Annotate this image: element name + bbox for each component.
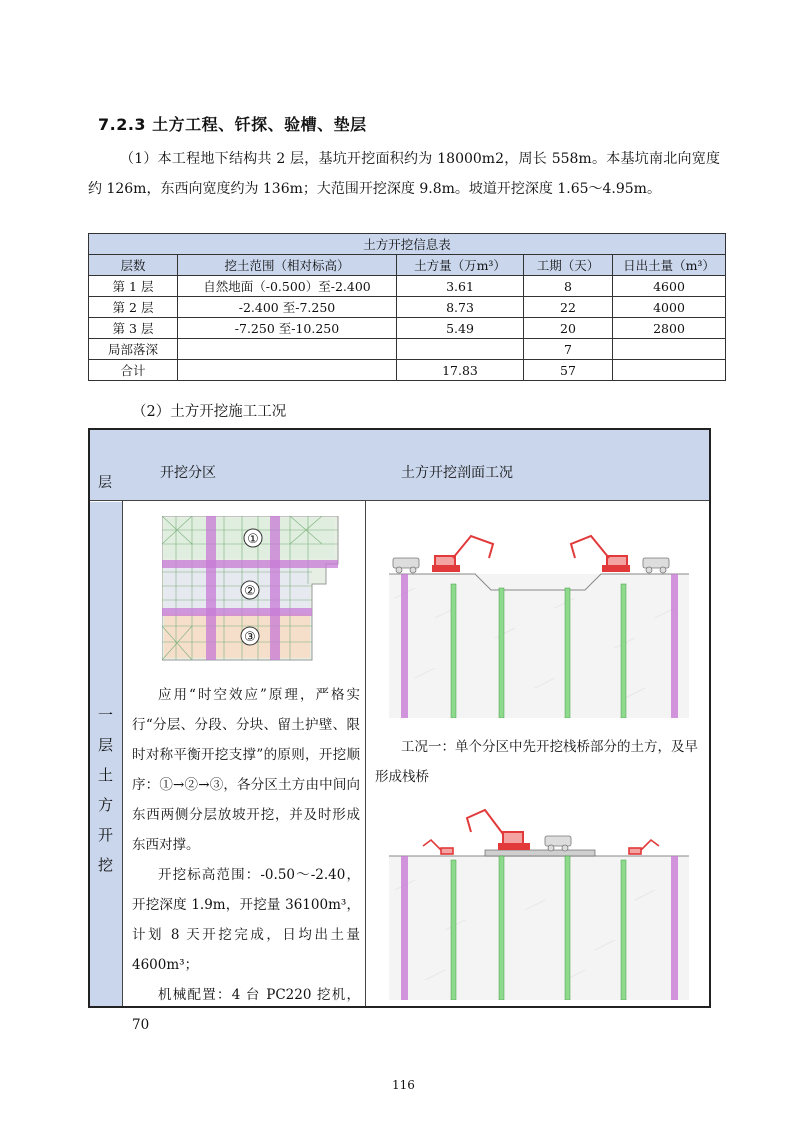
table-cell: 4600 xyxy=(613,276,726,297)
table-row xyxy=(89,360,726,381)
excavator-right xyxy=(571,536,629,571)
condition-table xyxy=(88,428,711,1033)
header-daily: 日出土量（m³） xyxy=(613,255,726,276)
header-volume: 土方量（万m³） xyxy=(397,255,524,276)
layer-column xyxy=(90,430,123,1006)
zone-plan-diagram xyxy=(162,516,344,666)
zone-label-2: ② xyxy=(244,584,256,599)
purple-strut-v1 xyxy=(206,516,216,660)
pile-purple-right xyxy=(671,574,678,718)
layer-label: 一层土方开挖 xyxy=(98,706,114,874)
table-cell xyxy=(613,339,726,360)
table-cell: 第 2 层 xyxy=(89,297,178,318)
purple-strut-v2 xyxy=(270,516,280,660)
section-heading: 7.2.3 土方工程、钎探、验槽、垫层 xyxy=(98,115,367,134)
header-period: 工期（天） xyxy=(524,255,613,276)
zone-paragraph-2: 开挖标高范围：-0.50～-2.40，开挖深度 1.9m，开挖量 36100m³，计划 8 天开挖完成，日均出土量 4600m³； xyxy=(132,867,360,973)
zone-paragraph-3: 机械配置：4 台 PC220 挖机，70 xyxy=(132,987,360,1033)
section-column xyxy=(365,430,709,1006)
table-cell: 第 3 层 xyxy=(89,318,178,339)
zone-description xyxy=(132,680,360,1040)
zone-2-area xyxy=(164,568,310,612)
table-header-row xyxy=(89,255,726,276)
excavator-left xyxy=(433,536,493,571)
table-cell: 合计 xyxy=(89,360,178,381)
table-cell: 8 xyxy=(524,276,613,297)
zone-3-area xyxy=(164,614,310,658)
table-cell: 8.73 xyxy=(397,297,524,318)
table-title-row xyxy=(89,234,726,255)
table-cell: 3.61 xyxy=(397,276,524,297)
subheading-2: （2）土方开挖施工工况 xyxy=(132,404,287,420)
table-cell: 局部落深 xyxy=(89,339,178,360)
table-cell: 57 xyxy=(524,360,613,381)
layer-column-header xyxy=(90,430,122,501)
table-cell: 第 1 层 xyxy=(89,276,178,297)
excavator-small-right xyxy=(629,840,659,854)
excavator-on-bridge xyxy=(467,810,529,849)
table-cell: 20 xyxy=(524,318,613,339)
earthwork-info-table xyxy=(88,233,726,381)
table-cell: 22 xyxy=(524,297,613,318)
table-row xyxy=(89,276,726,297)
header-layer: 层数 xyxy=(89,255,178,276)
dump-truck-left xyxy=(393,558,419,573)
page-number: 116 xyxy=(392,1078,415,1092)
table-cell: 7 xyxy=(524,339,613,360)
table-cell xyxy=(613,360,726,381)
section-column-header xyxy=(365,430,709,501)
purple-strut-h1 xyxy=(162,560,338,568)
table-cell: -7.250 至-10.250 xyxy=(178,318,397,339)
section-caption: 工况一：单个分区中先开挖栈桥部分的土方，及早形成栈桥 xyxy=(375,739,698,785)
table-cell xyxy=(178,339,397,360)
section-diagram-1 xyxy=(375,518,705,718)
section-diagram-2 xyxy=(375,800,705,1000)
table-cell: -2.400 至-7.250 xyxy=(178,297,397,318)
pile-purple-left-2 xyxy=(401,856,408,1000)
zone-column-header xyxy=(122,430,365,501)
soil-body xyxy=(389,574,689,718)
table-cell xyxy=(397,339,524,360)
table-cell: 2800 xyxy=(613,318,726,339)
soil-body-2 xyxy=(389,856,689,1000)
layer-header-text: 层 xyxy=(98,475,112,491)
pile-purple-right-2 xyxy=(671,856,678,1000)
header-range: 挖土范围（相对标高） xyxy=(178,255,397,276)
dump-truck-right xyxy=(643,558,669,573)
intro-paragraph xyxy=(88,144,720,204)
table-row xyxy=(89,339,726,360)
zone-column xyxy=(122,430,366,1033)
dump-truck-bridge xyxy=(545,836,571,851)
table-cell: 17.83 xyxy=(397,360,524,381)
table-cell: 5.49 xyxy=(397,318,524,339)
zone-paragraph-1: 应用“时空效应”原理，严格实行“分层、分段、分块、留土护壁、限时对称平衡开挖支撑”的原则，开挖顺序：①→②→③，各分区土方由中间向东西两侧分层放坡开挖，并及时形成东西对撑。 xyxy=(132,687,360,853)
zone-header-text: 开挖分区 xyxy=(160,465,216,481)
pile-purple-left xyxy=(401,574,408,718)
purple-strut-h2 xyxy=(162,608,312,616)
section-header-text: 土方开挖剖面工况 xyxy=(401,465,513,481)
zone-label-1: ① xyxy=(247,532,259,547)
layer-label-cell xyxy=(90,502,122,1006)
table-row xyxy=(89,318,726,339)
excavator-small-left xyxy=(423,840,453,854)
table-cell: 自然地面（-0.500）至-2.400 xyxy=(178,276,397,297)
table-cell: 4000 xyxy=(613,297,726,318)
trestle-bridge-deck xyxy=(485,850,595,856)
table-cell xyxy=(178,360,397,381)
table-title: 土方开挖信息表 xyxy=(89,234,726,255)
zone-label-3: ③ xyxy=(244,630,256,645)
intro-text: （1）本工程地下结构共 2 层，基坑开挖面积约为 18000m2，周长 558m。本基坑南北向宽度约 126m，东西向宽度约为 136m；大范围开挖深度 9.8m。坡道开挖深度 1.65～4.95m。 xyxy=(88,151,720,197)
table-row xyxy=(89,297,726,318)
